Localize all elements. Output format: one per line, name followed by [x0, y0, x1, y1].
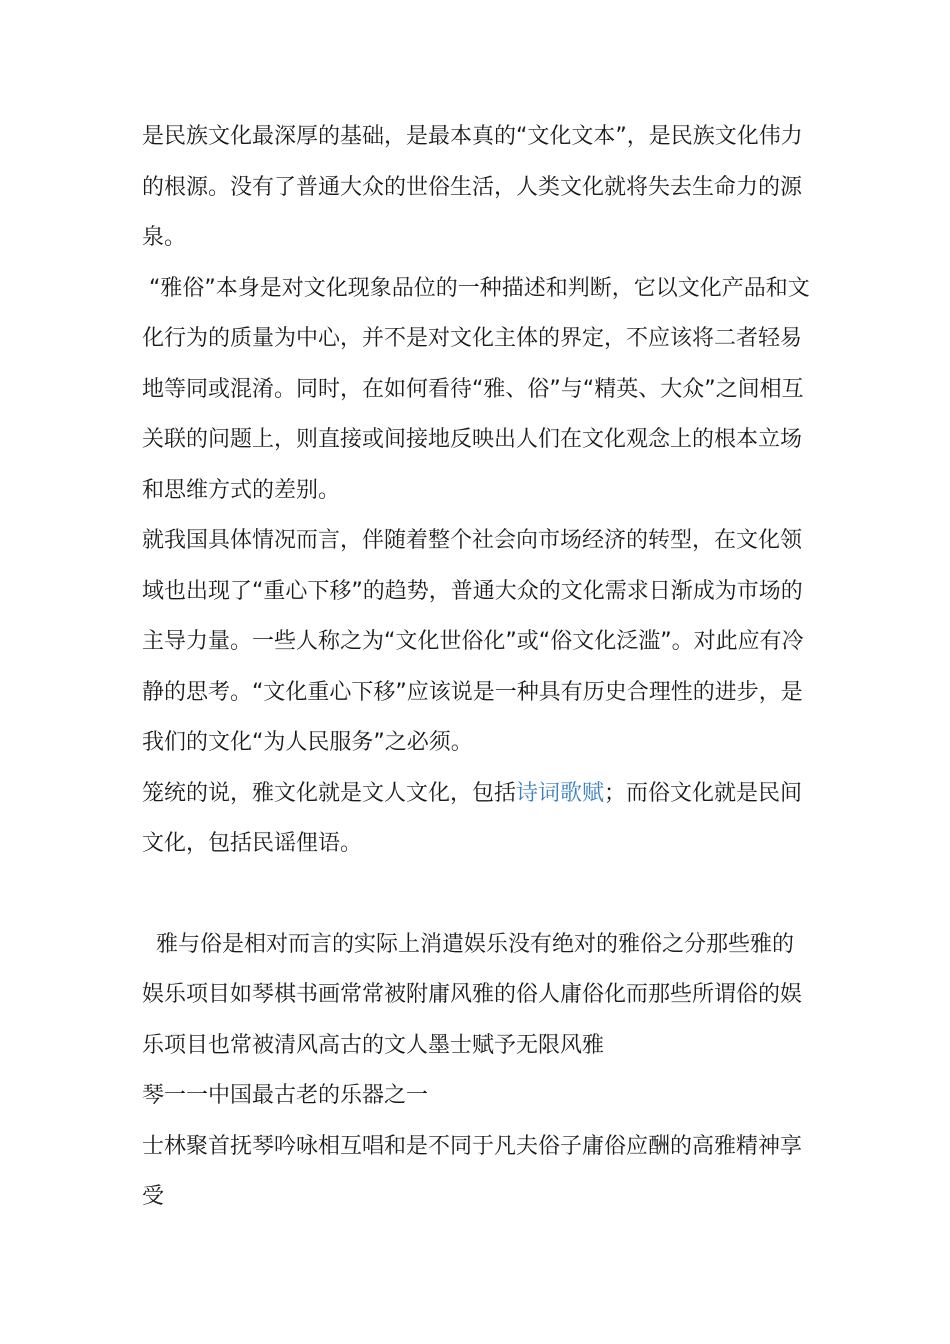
paragraph-folk-culture-foundation: 是民族文化最深厚的基础，是最本真的“文化文本”，是民族文化伟力的根源。没有了普通大众的世俗生活，人类文化就将失去生命力的源泉。 — [142, 124, 803, 250]
paragraph-text-before-link: 笼统的说，雅文化就是文人文化，包括 — [142, 780, 517, 806]
poetry-link[interactable]: 诗词歌赋 — [516, 780, 605, 806]
document-body — [142, 112, 810, 1223]
paragraph-spacer — [142, 870, 810, 920]
paragraph-relative-elegance: 雅与俗是相对而言的实际上消遣娱乐没有绝对的雅俗之分那些雅的娱乐项目如琴棋书画常常被附庸风雅的俗人庸俗化而那些所谓俗的娱乐项目也常被清风高古的文人墨士赋予无限风雅 — [142, 931, 803, 1058]
paragraph-elite-folk-culture — [142, 769, 810, 870]
paragraph-market-economy-trend: 就我国具体情况而言，伴随着整个社会向市场经济的转型，在文化领域也出现了“重心下移”的趋势，普通大众的文化需求日渐成为市场的主导力量。一些人称之为“文化世俗化”或“俗文化泛滥”。对此应有冷静的思考。“文化重心下移”应该说是一种具有历史合理性的进步，是我们的文化“为人民服务”之必须。 — [142, 528, 804, 755]
paragraph-text-after-link: ；而俗文化就是民间文化，包括民谣俚语。 — [142, 780, 803, 856]
paragraph-scholars-guqin: 士林聚首抚琴吟咏相互唱和是不同于凡夫俗子庸俗应酬的高雅精神享受 — [142, 1133, 803, 1209]
paragraph-guqin-heading: 琴一一中国最古老的乐器之一 — [142, 1083, 429, 1108]
paragraph-elegance-vulgarity-definition: “雅俗”本身是对文化现象品位的一种描述和判断，它以文化产品和文化行为的质量为中心，并不是对文化主体的界定，不应该将二者轻易地等同或混淆。同时，在如何看待“雅、俗”与“精英、大众”之间相互关联的问题上，则直接或间接地反映出人们在文化观念上的根本立场和思维方式的差别。 — [142, 275, 810, 503]
